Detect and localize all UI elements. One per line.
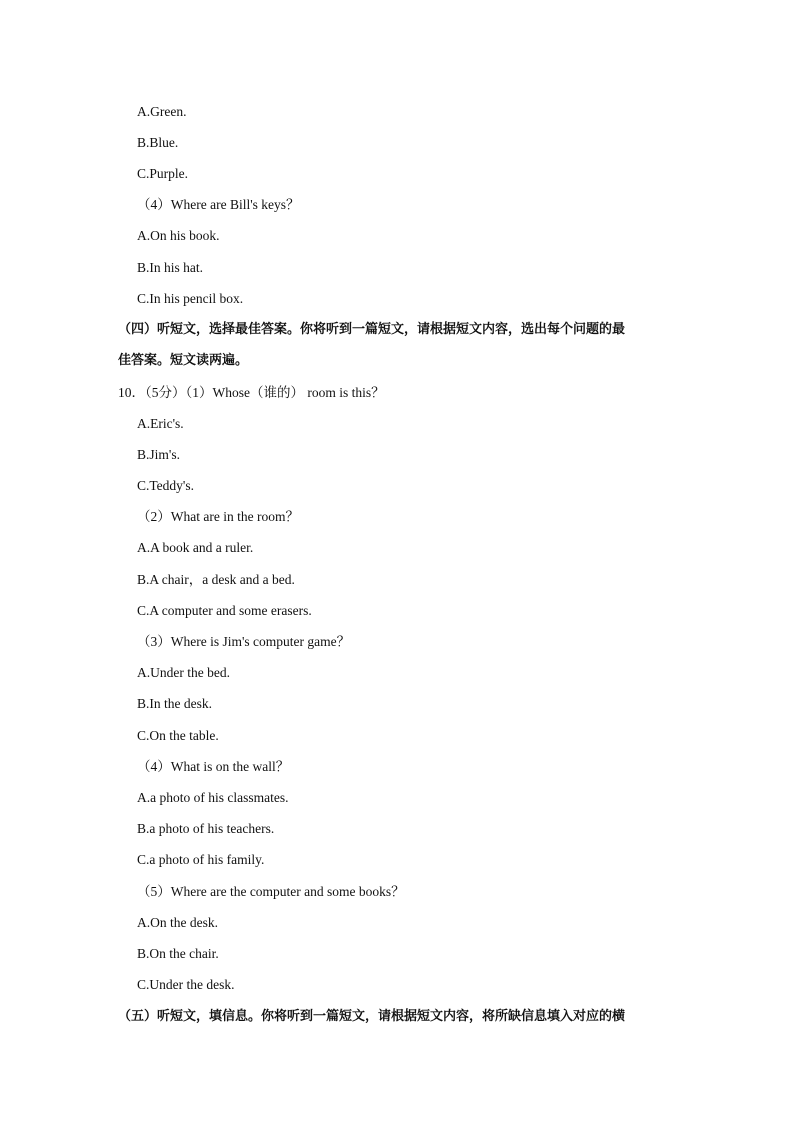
- option-a: A.On his book.: [137, 228, 220, 243]
- question-text: （5）Where are the computer and some books？: [137, 884, 405, 899]
- option-c: C.On the table.: [137, 728, 219, 743]
- option-c: C.Teddy's.: [137, 478, 194, 493]
- option-b: B.Blue.: [137, 135, 179, 150]
- option-c: C.Under the desk.: [137, 977, 235, 992]
- option-b: B.A chair，a desk and a bed.: [137, 572, 295, 587]
- section-heading-cont: 佳答案。短文读两遍。: [118, 353, 249, 368]
- option-c: C.In his pencil box.: [137, 291, 244, 306]
- question-text: （4）What is on the wall？: [137, 759, 290, 774]
- option-b: B.Jim's.: [137, 447, 180, 462]
- option-a: A.Green.: [137, 104, 187, 119]
- option-a: A.Eric's.: [137, 416, 184, 431]
- question-text: （2）What are in the room？: [137, 509, 299, 524]
- section-heading: （四）听短文，选择最佳答案。你将听到一篇短文，请根据短文内容，选出每个问题的最: [118, 322, 626, 337]
- option-a: A.a photo of his classmates.: [137, 790, 289, 805]
- question-text: （4）Where are Bill's keys？: [137, 197, 300, 212]
- option-a: A.A book and a ruler.: [137, 540, 254, 555]
- option-a: A.Under the bed.: [137, 665, 230, 680]
- option-c: C.Purple.: [137, 166, 189, 181]
- option-b: B.In the desk.: [137, 696, 212, 711]
- option-b: B.a photo of his teachers.: [137, 821, 275, 836]
- question-text: 10．（5分）（1）Whose（谁的） room is this？: [118, 385, 385, 400]
- option-c: C.A computer and some erasers.: [137, 603, 312, 618]
- option-b: B.In his hat.: [137, 260, 203, 275]
- option-b: B.On the chair.: [137, 946, 219, 961]
- option-c: C.a photo of his family.: [137, 852, 265, 867]
- option-a: A.On the desk.: [137, 915, 218, 930]
- section-heading: （五）听短文，填信息。你将听到一篇短文，请根据短文内容，将所缺信息填入对应的横: [118, 1009, 626, 1024]
- question-text: （3）Where is Jim's computer game？: [137, 634, 351, 649]
